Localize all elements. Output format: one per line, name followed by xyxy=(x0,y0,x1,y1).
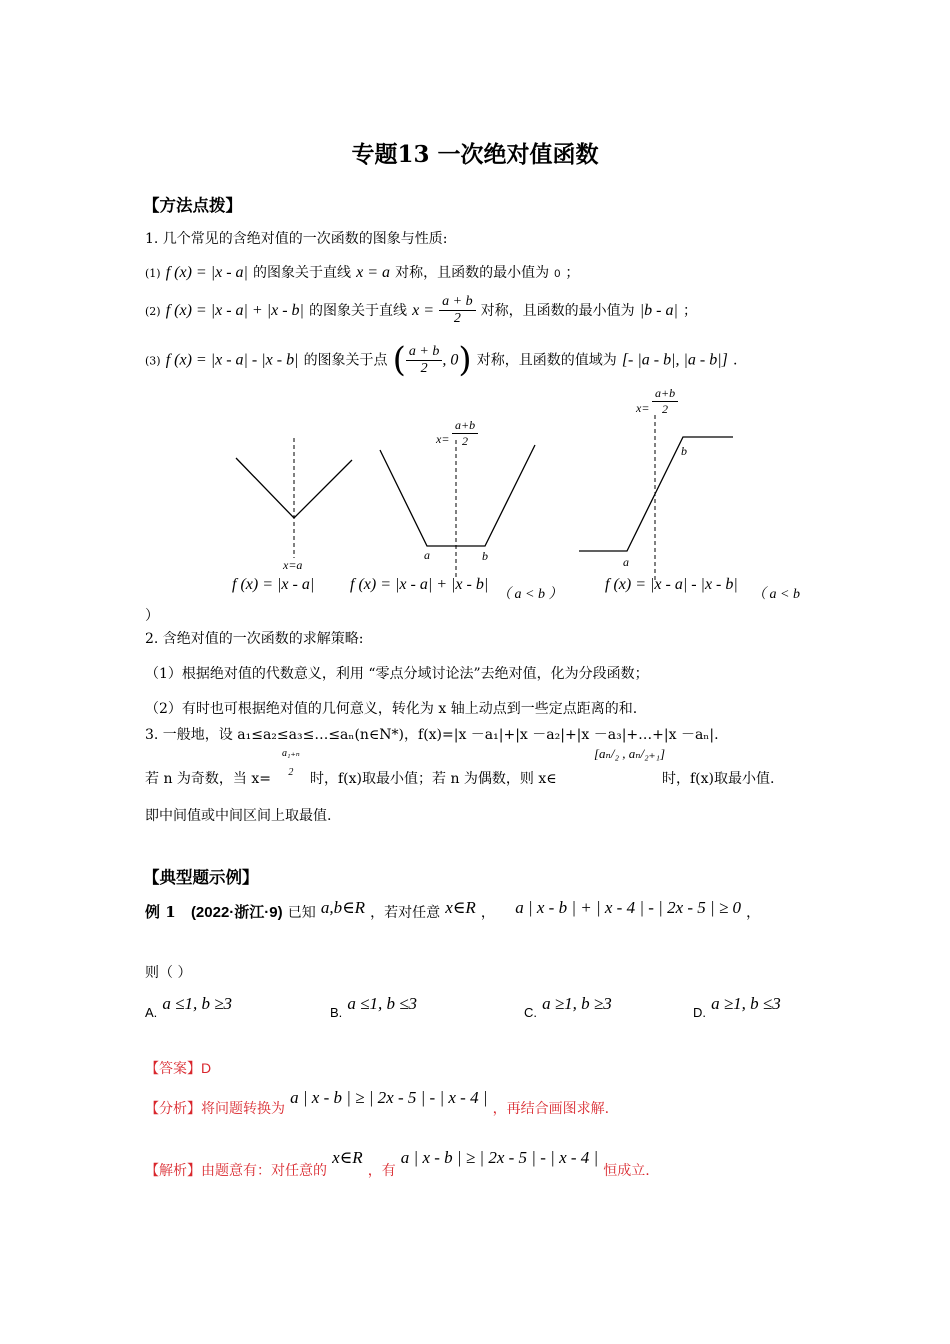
property-3-range: [- |a - b|, |a - b|] xyxy=(621,351,728,369)
property-2-text2: 对称，且函数的最小值为 xyxy=(480,303,635,319)
example-1-cond2: x∈R xyxy=(445,898,476,917)
item-2: 2. 含绝对值的一次函数的求解策略: xyxy=(145,631,364,647)
property-1-text1: 的图象关于直线 xyxy=(253,265,352,281)
item-1: 1. 几个常见的含绝对值的一次函数的图象与性质: xyxy=(145,231,448,247)
solution-label: 【解析】 xyxy=(145,1163,201,1179)
analysis-label: 【分析】 xyxy=(145,1101,201,1117)
property-3-text2: 对称，且函数的值域为 xyxy=(476,352,617,369)
property-3-num: (3) xyxy=(145,354,161,368)
example-1 xyxy=(145,898,760,922)
property-1-text2: 对称，且函数的最小值为 xyxy=(395,265,550,281)
item-3-odd-pre: 若 n 为奇数，当 x= xyxy=(145,771,271,787)
property-2-formula: f (x) = |x - a| + |x - b| xyxy=(165,302,304,319)
example-1-ask: 则（ ） xyxy=(145,965,192,981)
analysis xyxy=(145,1088,609,1118)
property-2-num: (2) xyxy=(145,305,161,318)
example-1-end: ， xyxy=(746,905,761,921)
item-3-odd-post: 时，f(x)取最小值；若 n 为偶数，则 x∈ xyxy=(310,771,557,787)
analysis-text1: 将问题转换为 xyxy=(201,1101,285,1117)
section-example-heading: 【典型题示例】 xyxy=(143,868,259,887)
graph-2-condition: （ a < b ） xyxy=(497,587,563,602)
graph-3-condition-close: ） xyxy=(145,608,159,624)
property-2-axis-left: x = xyxy=(412,302,435,319)
answer xyxy=(145,1058,211,1078)
property-3-point-rest: , 0 xyxy=(442,351,459,369)
section-method-heading: 【方法点拨】 xyxy=(143,196,242,215)
property-1-min: 0 xyxy=(554,268,561,280)
graph-3-top-label: x= xyxy=(636,401,650,415)
item-3-last: 即中间值或中间区间上取最值. xyxy=(145,808,332,824)
solution xyxy=(145,1148,650,1180)
property-2-text1: 的图象关于直线 xyxy=(309,303,408,319)
solution-text3: 恒成立. xyxy=(603,1163,650,1179)
example-1-label: 例 1 xyxy=(145,903,176,921)
graph-1-caption: f (x) = |x - a| xyxy=(232,576,315,593)
item-3: 3. 一般地，设 a₁≤a₂≤a₃≤…≤aₙ(n∈N*)，f(x)=|x －a₁|+|x －a₂|+|x －a₃|+…+|x －aₙ|. xyxy=(145,727,719,743)
property-1-formula: f (x) = |x - a| xyxy=(165,264,248,281)
property-1 xyxy=(145,262,579,282)
property-2-min: |b - a| xyxy=(639,302,678,319)
solution-formula: a | x - b | ≥ | 2x - 5 | - | x - 4 | xyxy=(400,1148,599,1167)
answer-label: 【答案】 xyxy=(145,1061,201,1077)
property-1-num: (1) xyxy=(145,267,161,280)
item-3-odd-frac: a₁₊ₙ 2 xyxy=(282,748,300,778)
example-1-cond1: a,b∈R xyxy=(320,898,366,917)
analysis-text2: ，再结合画图求解. xyxy=(492,1101,610,1117)
property-2-axis-frac: $\frac{a + b}{2}$ xyxy=(439,294,475,327)
example-1-text3: ， xyxy=(480,905,495,921)
property-1-axis: x = a xyxy=(356,264,391,281)
property-3-text1: 的图象关于点 xyxy=(303,352,388,369)
example-1-inequality: a | x - b | + | x - 4 | - | 2x - 5 | ≥ 0 xyxy=(515,898,742,917)
property-2-end: ； xyxy=(682,303,697,319)
graph-2-top-label: x= xyxy=(436,432,450,446)
item-3-even-interval: [aₙ/₂ , aₙ/₂₊₁] xyxy=(594,746,666,761)
graph-3-label-a: a xyxy=(623,555,629,569)
property-3: (3) f (x) = |x - a| - |x - b| 的图象关于点 ( $\frac{a + b}{2}$ , 0) 对称，且函数的值域为 [- |a - b|, |a - b|] . xyxy=(145,340,738,380)
property-2 xyxy=(145,294,697,327)
item-2-1: （1）根据绝对值的代数意义，利用 “零点分域讨论法”去绝对值，化为分段函数； xyxy=(145,666,649,682)
page-title: 专题13 一次绝对值函数 xyxy=(351,141,599,168)
graph-3-label-b: b xyxy=(681,444,687,458)
graph-2-label-a: a xyxy=(424,548,430,562)
graph-3-curve xyxy=(579,437,733,551)
example-1-text2: ，若对任意 xyxy=(370,905,441,921)
graph-2 xyxy=(375,440,545,580)
option-d[interactable]: $_{D.}$ a ≥1, b ≤3 xyxy=(693,994,781,1020)
property-1-end: ； xyxy=(565,265,580,281)
graph-1 xyxy=(230,430,360,570)
option-a[interactable]: $_{A.}$ a ≤1, b ≥3 xyxy=(145,994,233,1020)
option-c[interactable]: $_{C.}$ a ≥1, b ≥3 xyxy=(524,994,612,1020)
graph-2-caption: f (x) = |x - a| + |x - b| xyxy=(350,576,489,593)
option-b[interactable]: $_{B.}$ a ≤1, b ≤3 xyxy=(330,994,418,1020)
solution-text1: 由题意有：对任意的 xyxy=(201,1163,327,1179)
property-3-end: . xyxy=(732,352,738,369)
graph-2-label-b: b xyxy=(482,549,488,563)
solution-text2: ，有 xyxy=(367,1163,396,1179)
item-3-even-post: 时，f(x)取最小值. xyxy=(662,771,775,787)
graph-3 xyxy=(575,395,745,585)
graph-2-curve xyxy=(380,445,535,546)
example-1-source: (2022·浙江·9) xyxy=(190,904,283,921)
graph-3-condition: （ a < b xyxy=(752,587,800,602)
solution-cond: x∈R xyxy=(332,1148,363,1167)
answer-value: D xyxy=(201,1060,212,1076)
graph-3-caption: f (x) = |x - a| - |x - b| xyxy=(605,576,738,593)
graph-3-top-frac: $\frac{a+b}{2}$ xyxy=(652,386,678,417)
property-3-point-frac: $\frac{a + b}{2}$ xyxy=(406,344,442,377)
property-3-formula: f (x) = |x - a| - |x - b| xyxy=(165,351,299,369)
example-1-text1: 已知 xyxy=(287,905,316,921)
graph-1-axis-label: x=a xyxy=(283,558,303,572)
item-2-2: （2）有时也可根据绝对值的几何意义，转化为 x 轴上动点到一些定点距离的和. xyxy=(145,701,638,717)
graph-2-top-frac: $\frac{a+b}{2}$ xyxy=(452,418,478,449)
analysis-formula: a | x - b | ≥ | 2x - 5 | - | x - 4 | xyxy=(290,1088,488,1107)
